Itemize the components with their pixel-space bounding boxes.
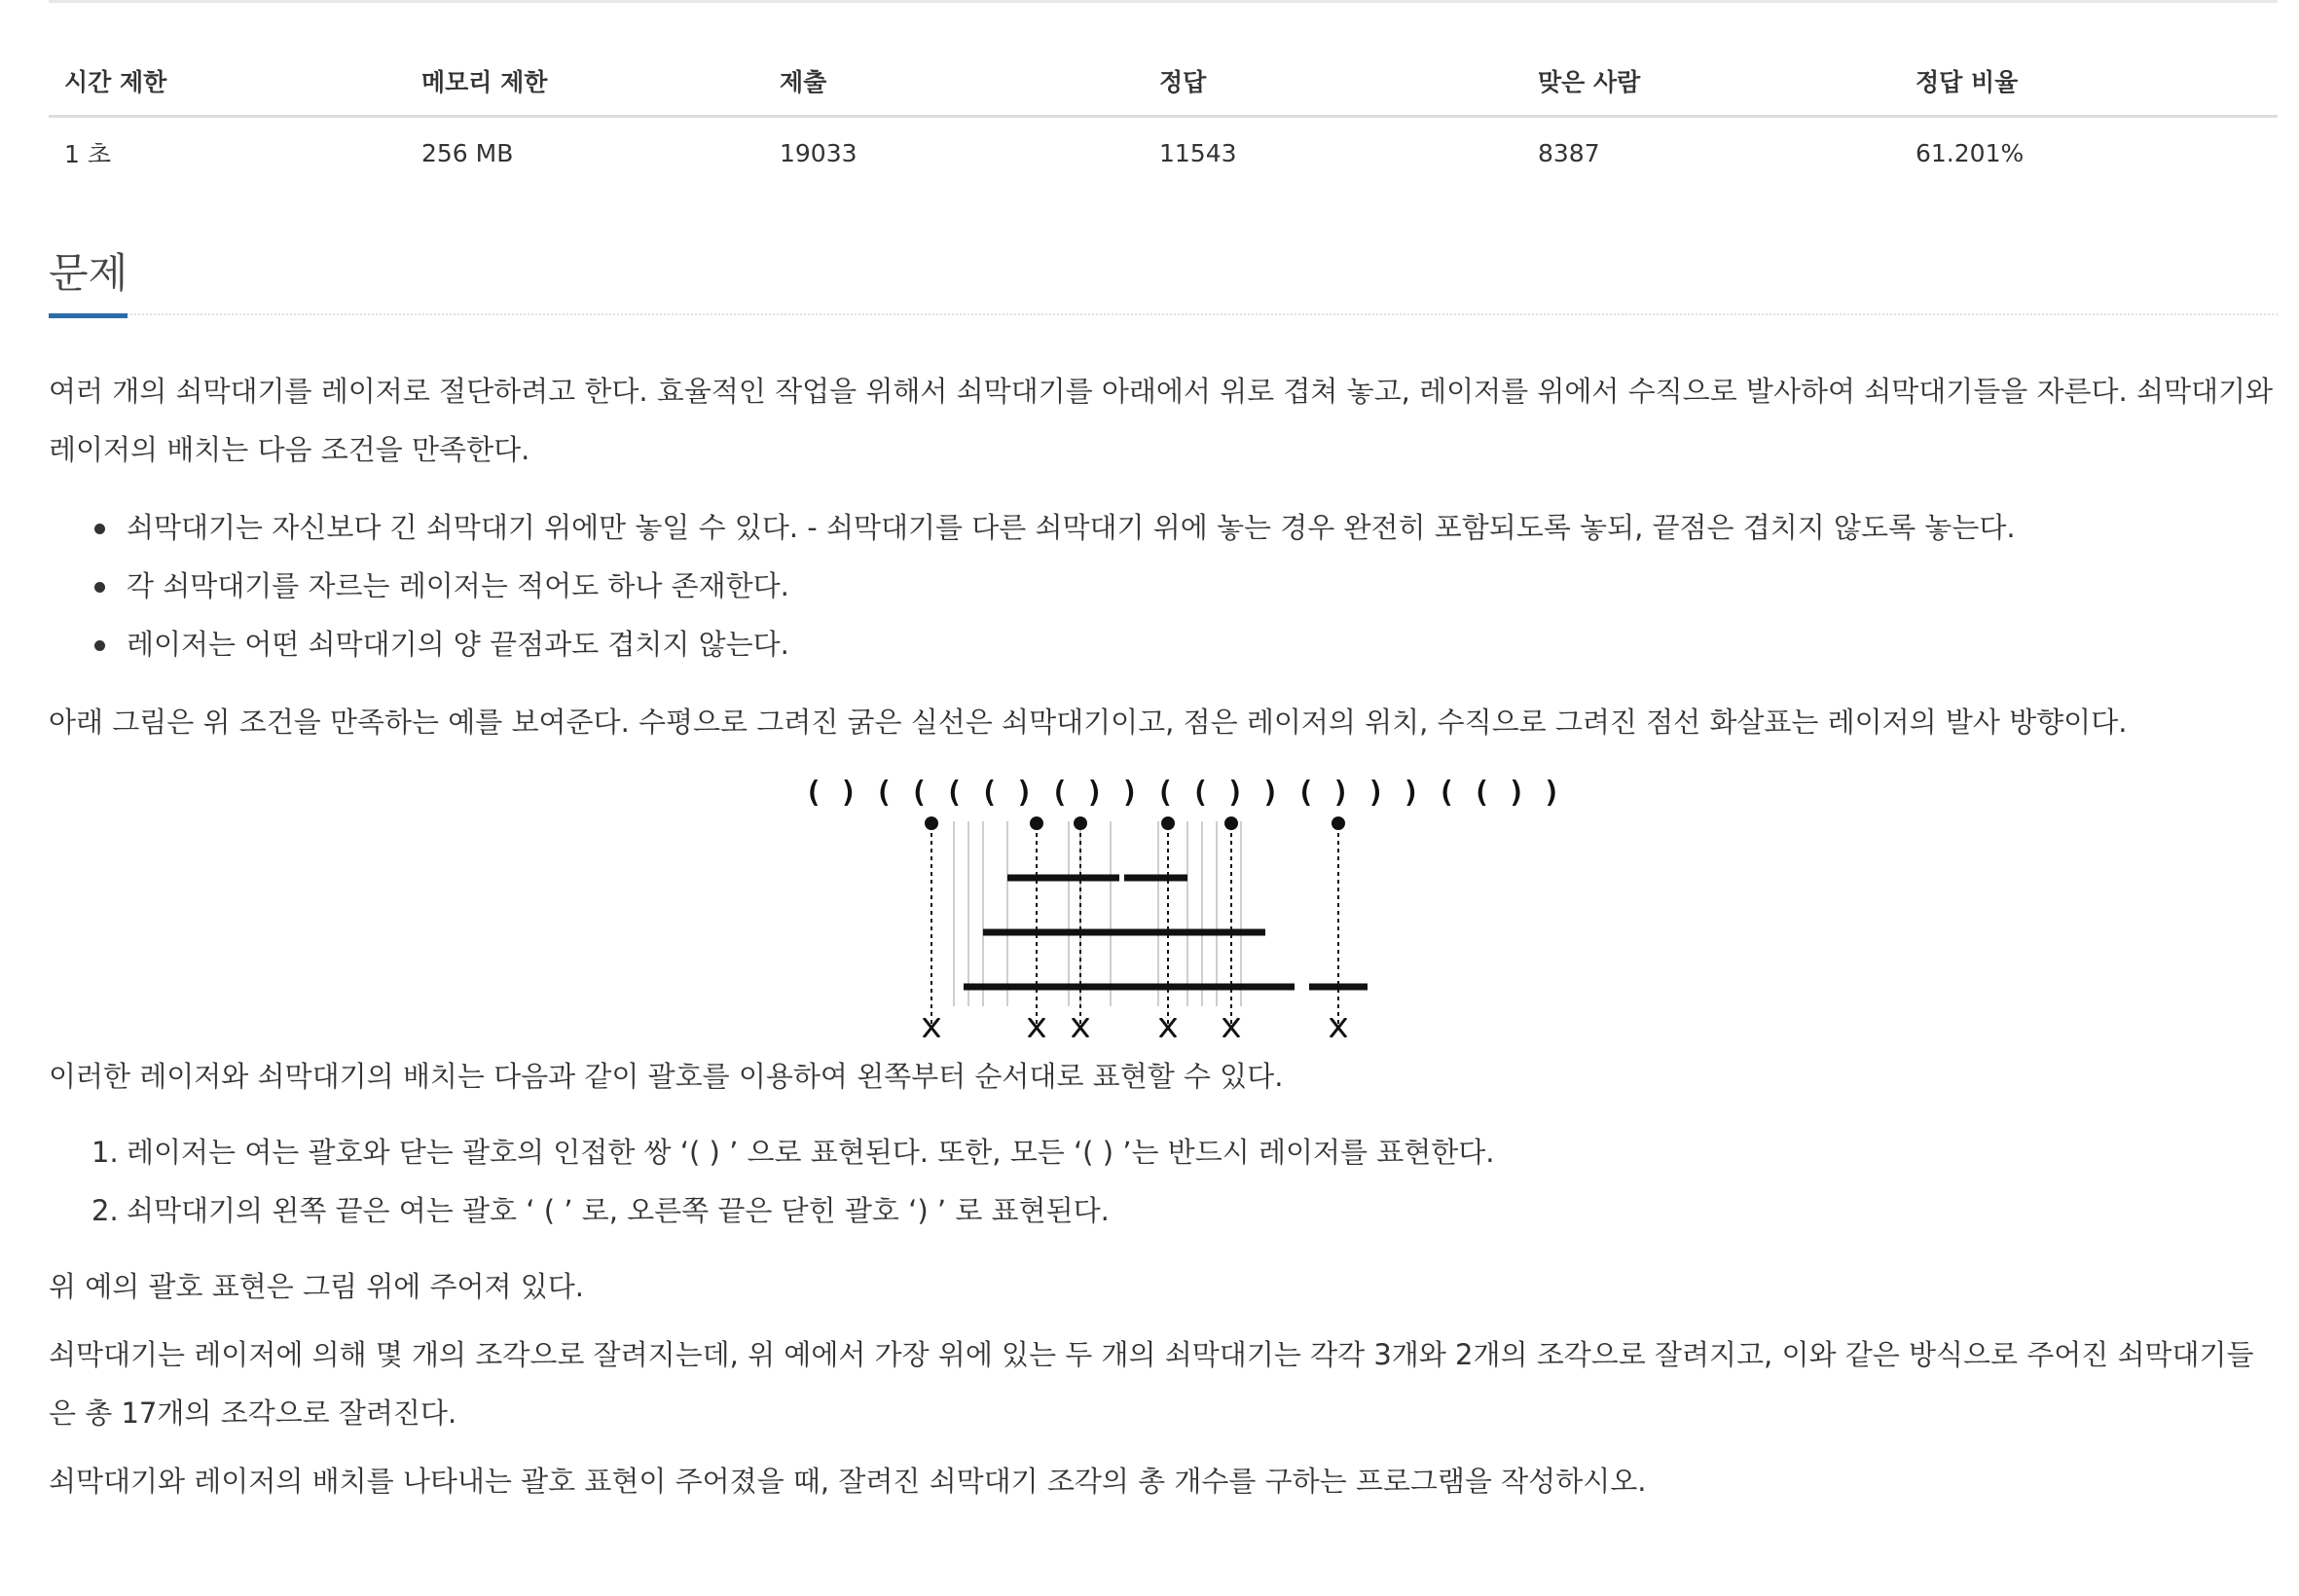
value-solvers: 8387 [1538,138,1600,167]
figure-description-paragraph: 아래 그림은 위 조건을 만족하는 예를 보여준다. 수평으로 그려진 굵은 실선은 쇠막대기이고, 점은 레이저의 위치, 수직으로 그려진 점선 화살표는 레이저의 발사 방향이다. [49,706,2128,739]
problem-intro-paragraph: 여러 개의 쇠막대기를 레이저로 절단하려고 한다. 효율적인 작업을 위해서 쇠막대기를 아래에서 위로 겹쳐 놓고, 레이저를 위에서 수직으로 발사하여 쇠막대기들을 자른다. 쇠막대기와 레이저의 배치는 다음 조건을 만족한다. [49,375,2274,466]
header-accept-ratio: 정답 비율 [1916,68,2019,96]
rule-item [91,1181,2278,1240]
value-time-limit: 1 초 [64,140,112,168]
section-title: 문제 [49,241,128,318]
value-accepted: 11543 [1159,138,1237,167]
condition-item: 쇠막대기는 자신보다 긴 쇠막대기 위에만 놓일 수 있다. - 쇠막대기를 다른 쇠막대기 위에 놓는 경우 완전히 포함되도록 놓되, 끝점은 겹치지 않도록 놓는다. [127,498,2278,557]
representation-intro-paragraph: 이러한 레이저와 쇠막대기의 배치는 다음과 같이 괄호를 이용하여 왼쪽부터 순서대로 표현할 수 있다. [49,1060,1284,1093]
rule-number: 2. [91,1194,119,1227]
value-submissions: 19033 [780,138,858,167]
info-table-header-row [49,47,2278,118]
value-memory-limit: 256 MB [421,138,514,167]
value-accept-ratio: 61.201% [1916,138,2025,167]
header-accepted: 정답 [1159,68,1207,96]
header-solvers: 맞은 사람 [1538,68,1641,96]
representation-rules-list [49,1123,2278,1240]
task-paragraph: 쇠막대기와 레이저의 배치를 나타내는 괄호 표현이 주어졌을 때, 잘려진 쇠막대기 조각의 총 개수를 구하는 프로그램을 작성하시오. [49,1465,1647,1498]
problem-info-table [49,47,2278,188]
condition-item: 각 쇠막대기를 자르는 레이저는 적어도 하나 존재한다. [127,557,2278,615]
bracket-expression: ( ) ( ( ( ( ) ( ) ) ( ( ) ) ( ) ) ) ( ( ) ) [804,776,1561,810]
rule-number: 1. [91,1136,119,1169]
rule-text: 쇠막대기의 왼쪽 끝은 여는 괄호 ‘ ( ’ 로, 오른쪽 끝은 닫힌 괄호 ‘) ’ 로 표현된다. [127,1194,1110,1227]
info-table-value-row [49,118,2278,188]
problem-description [49,362,2278,1510]
pieces-description-paragraph: 쇠막대기는 레이저에 의해 몇 개의 조각으로 잘려지는데, 위 예에서 가장 위에 있는 두 개의 쇠막대기는 각각 3개와 2개의 조각으로 잘려지고, 이와 같은 방식으로 주어진 쇠막대기들은 총 17개의 조각으로 잘려진다. [49,1338,2254,1430]
header-memory-limit: 메모리 제한 [421,68,548,96]
conditions-list [49,498,2278,673]
iron-bar-laser-figure [804,765,1561,1037]
problem-section-heading [49,234,2278,315]
header-time-limit: 시간 제한 [64,68,167,96]
rule-text: 레이저는 여는 괄호와 닫는 괄호의 인접한 쌍 ‘( ) ’ 으로 표현된다. 또한, 모든 ‘( ) ’는 반드시 레이저를 표현한다. [127,1136,1495,1169]
figure-container [49,765,2278,1047]
rule-item [91,1123,2278,1181]
example-note-paragraph: 위 예의 괄호 표현은 그림 위에 주어져 있다. [49,1270,584,1303]
condition-item: 레이저는 어떤 쇠막대기의 양 끝점과도 겹치지 않는다. [127,615,2278,673]
top-divider [49,0,2278,3]
figure-geometry [925,816,1368,1028]
header-submissions: 제출 [780,68,827,96]
